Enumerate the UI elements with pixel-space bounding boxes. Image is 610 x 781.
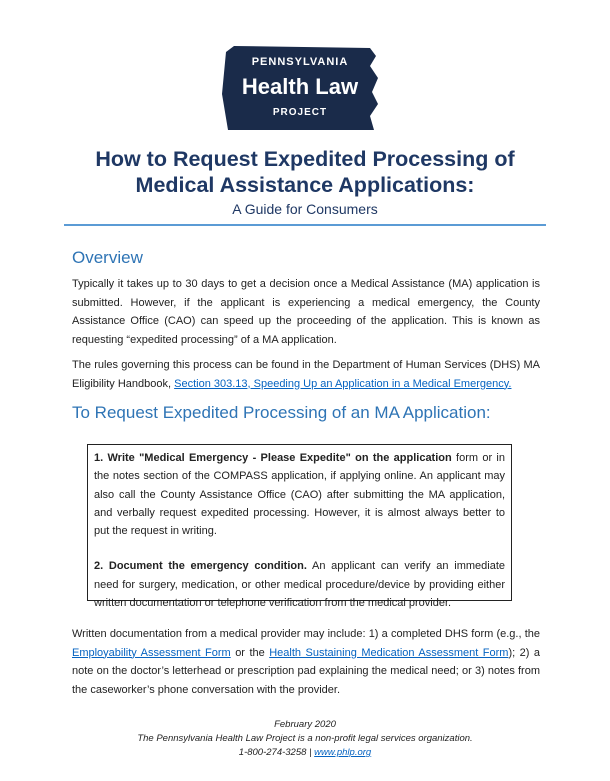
phlp-logo	[220, 44, 380, 132]
page-subtitle: A Guide for Consumers	[232, 201, 378, 217]
footer-org: The Pennsylvania Health Law Project is a non-profit legal services organization.	[137, 733, 473, 744]
website-link[interactable]: www.phlp.org	[314, 747, 372, 758]
overview-paragraph-1: Typically it takes up to 30 days to get a decision once a Medical Assistance (MA) application is submitted. However, if the applicant is experiencing a medical emergency, the County Assistance Office (CAO) can speed up the proceeding of the application. This is known as requesting “expedited processing” of a MA application.	[72, 278, 540, 346]
logo-line-3: PROJECT	[272, 107, 328, 118]
handbook-section-link[interactable]: Section 303.13, Speeding Up an Application in a Medical Emergency.	[174, 377, 512, 390]
footer-separator: |	[306, 747, 315, 758]
steps-box	[87, 444, 512, 610]
employability-form-link[interactable]: Employability Assessment Form	[72, 646, 231, 659]
medication-form-link[interactable]: Health Sustaining Medication Assessment Form	[269, 646, 509, 659]
overview-paragraph-2	[72, 356, 540, 393]
logo-line-2: Health Law	[241, 74, 359, 99]
footer-contact	[0, 746, 610, 760]
page-title	[0, 146, 610, 198]
step-2-text: An applicant can verify an immediate need for surgery, medication, or other medical procedure/device by providing either written documentation or telephone verification from the medical provider.	[94, 560, 505, 610]
logo-line-1: PENNSYLVANIA	[251, 56, 349, 68]
step-1-bold: 1. Write "Medical Emergency - Please Expedite" on the application	[94, 452, 452, 464]
step-1	[94, 449, 505, 540]
step-2-bold: 2. Document the emergency condition.	[94, 560, 307, 573]
overview-paragraph-2-text: The rules governing this process can be found in the Department of Human Services (DHS) MA Eligibility Handbook,	[72, 359, 540, 390]
footer-phone: 1-800-274-3258	[238, 747, 307, 758]
title-line-2: Medical Assistance Applications:	[135, 173, 475, 197]
documentation-text-3: ); 2) a note on the doctor’s letterhead or prescription pad explaining the medical need; or 3) notes from the caseworker’s phone conversation with the provider.	[72, 646, 540, 696]
title-divider	[64, 224, 546, 226]
step-1-text: form or in the notes section of the COMPASS application, if applying online. An applicant may also call the County Assistance Office (CAO) after submitting the MA application, and verbally request expedited processing. However, it is almost always better to put the request in writing.	[94, 452, 505, 538]
footer-date: February 2020	[274, 719, 336, 730]
documentation-text-2: or the	[230, 646, 270, 659]
request-heading: To Request Expedited Processing of an MA Application:	[72, 403, 491, 422]
documentation-text-1: Written documentation from a medical provider may include: 1) a completed DHS form (e.g., the	[72, 628, 540, 640]
documentation-paragraph	[72, 625, 540, 699]
overview-heading: Overview	[72, 248, 143, 267]
step-2	[94, 557, 505, 612]
footer	[0, 718, 610, 760]
title-line-1: How to Request Expedited Processing of	[95, 147, 515, 171]
